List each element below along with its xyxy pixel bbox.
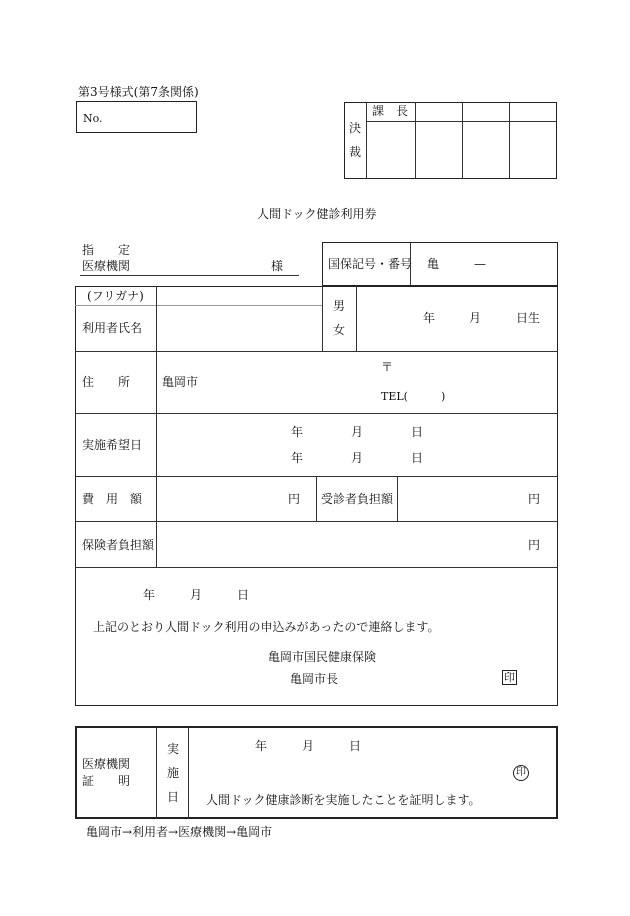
number-label: No. [83, 112, 103, 125]
insurer-burden-yen: 円 [528, 538, 541, 552]
certification-label-1: 医療機関 [82, 757, 131, 771]
patient-burden-yen: 円 [528, 492, 541, 506]
notice-organization: 亀岡市国民健康保険 [268, 650, 377, 664]
insurance-number-prefix: 亀 [427, 257, 440, 271]
tel-field: TEL( ) [381, 390, 446, 403]
dob-day: 日生 [516, 311, 541, 325]
preferred-date-2-day: 日 [411, 451, 424, 465]
designated-label-2: 医療機関 [82, 259, 131, 273]
sex-male: 男 [333, 299, 346, 313]
impl-date-char-2: 施 [167, 766, 180, 780]
notice-year: 年 [143, 588, 156, 602]
form-number: 第3号様式(第7条関係) [78, 85, 199, 99]
preferred-date-2-month: 月 [351, 451, 364, 465]
notice-text: 上記のとおり人間ドック利用の申込みがあったので連絡します。 [93, 620, 440, 634]
insurance-number-label: 国保記号・番号 [328, 257, 413, 271]
address-label: 住 所 [82, 375, 131, 389]
dob-month: 月 [469, 311, 482, 325]
notice-mayor: 亀岡市長 [290, 672, 339, 686]
sex-female: 女 [333, 323, 346, 337]
notice-day: 日 [237, 588, 250, 602]
patient-burden-label: 受診者負担額 [321, 492, 394, 506]
user-name-label: 利用者氏名 [82, 321, 143, 335]
cost-label: 費 用 額 [82, 492, 143, 506]
dob-year: 年 [423, 311, 436, 325]
postal-mark: 〒 [381, 360, 394, 374]
preferred-date-1-month: 月 [351, 425, 364, 439]
impl-year: 年 [255, 739, 268, 753]
official-seal-icon: 印 [504, 671, 515, 684]
certification-label-2: 証 明 [82, 774, 131, 788]
certification-text: 人間ドック健康診断を実施したことを証明します。 [206, 793, 481, 807]
furigana-label: (フリガナ) [87, 289, 144, 303]
preferred-date-label: 実施希望日 [82, 438, 143, 452]
insurer-burden-label: 保険者負担額 [82, 538, 155, 552]
address-city: 亀岡市 [162, 375, 199, 389]
approval-label-2: 裁 [349, 145, 362, 159]
page-title: 人間ドック健診利用券 [257, 207, 377, 221]
designated-label-1: 指 定 [82, 243, 131, 257]
preferred-date-2-year: 年 [291, 451, 304, 465]
impl-date-char-1: 実 [167, 742, 180, 756]
approval-section-chief: 課 長 [372, 104, 409, 118]
approval-label-1: 決 [349, 121, 362, 135]
preferred-date-1-year: 年 [291, 425, 304, 439]
impl-day: 日 [349, 739, 362, 753]
routing-footer: 亀岡市→利用者→医療機関→亀岡市 [86, 825, 273, 839]
preferred-date-1-day: 日 [411, 425, 424, 439]
notice-month: 月 [190, 588, 203, 602]
cost-yen: 円 [288, 492, 301, 506]
insurance-number-dash: — [474, 257, 486, 271]
number-box [76, 101, 197, 133]
institution-seal-icon: 印 [513, 765, 529, 781]
impl-date-char-3: 日 [167, 790, 180, 804]
impl-month: 月 [302, 739, 315, 753]
designated-suffix: 様 [271, 259, 284, 273]
